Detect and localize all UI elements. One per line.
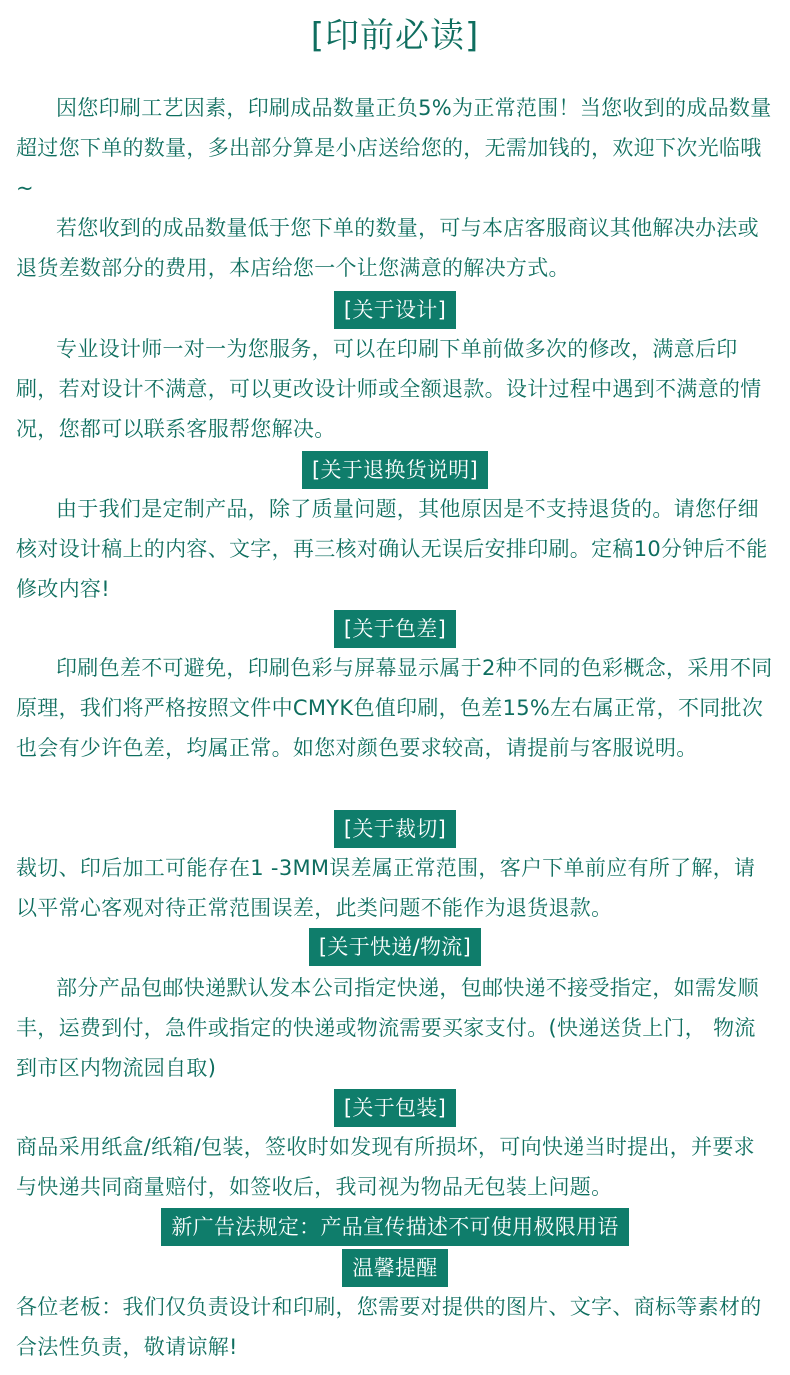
section-cutting-heading-wrap xyxy=(0,810,790,848)
reminder-text: 各位老板：我们仅负责设计和印刷，您需要对提供的图片、文字、商标等素材的合法性负责，敬请谅解! xyxy=(16,1295,762,1359)
section-cutting-heading: [关于裁切] xyxy=(334,810,456,848)
intro-paragraph-2 xyxy=(16,208,774,288)
section-packaging-text: 商品采用纸盒/纸箱/包装，签收时如发现有所损坏，可向快递当时提出，并要求与快递共同商量赔付，如签收后，我司视为物品无包装上问题。 xyxy=(16,1135,755,1199)
intro-paragraph-1 xyxy=(16,88,774,208)
section-color-text-wrap xyxy=(16,648,774,768)
section-returns-text-wrap xyxy=(16,489,774,609)
section-delivery-heading-wrap xyxy=(0,928,790,966)
section-design-text-wrap xyxy=(16,329,774,449)
section-packaging-text-wrap xyxy=(16,1127,774,1207)
section-cutting-text: 裁切、印后加工可能存在1 -3MM误差属正常范围，客户下单前应有所了解，请以平常心客观对待正常范围误差，此类问题不能作为退货退款。 xyxy=(16,856,756,920)
section-design-text: 专业设计师一对一为您服务，可以在印刷下单前做多次的修改，满意后印刷，若对设计不满意，可以更改设计师或全额退款。设计过程中遇到不满意的情况，您都可以联系客服帮您解决。 xyxy=(16,337,762,441)
section-returns-text: 由于我们是定制产品，除了质量问题，其他原因是不支持退货的。请您仔细核对设计稿上的内容、文字，再三核对确认无误后安排印刷。定稿10分钟后不能修改内容! xyxy=(16,497,768,601)
page-title: [印前必读] xyxy=(310,16,480,56)
section-design-heading: [关于设计] xyxy=(334,291,456,329)
section-color-heading: [关于色差] xyxy=(334,610,456,648)
intro-text-2: 若您收到的成品数量低于您下单的数量，可与本店客服商议其他解决办法或退货差数部分的费用，本店给您一个让您满意的解决方式。 xyxy=(16,216,759,280)
section-returns-heading-wrap xyxy=(0,451,790,489)
section-returns-heading: [关于退换货说明] xyxy=(302,451,488,489)
reminder-heading-wrap xyxy=(0,1249,790,1287)
section-delivery-text-wrap xyxy=(16,968,774,1088)
reminder-heading: 温馨提醒 xyxy=(342,1249,447,1287)
ad-law-heading: 新广告法规定：产品宣传描述不可使用极限用语 xyxy=(161,1208,628,1246)
ad-law-heading-wrap xyxy=(0,1208,790,1246)
reminder-text-wrap xyxy=(16,1287,774,1367)
section-delivery-text: 部分产品包邮快递默认发本公司指定快递，包邮快递不接受指定，如需发顺丰，运费到付，急件或指定的快递或物流需要买家支付。(快递送货上门， 物流到市区内物流园自取) xyxy=(16,976,759,1080)
intro-text-1: 因您印刷工艺因素，印刷成品数量正负5%为正常范围！当您收到的成品数量超过您下单的数量，多出部分算是小店送给您的，无需加钱的，欢迎下次光临哦~ xyxy=(16,96,772,200)
section-cutting-text-wrap xyxy=(16,848,774,928)
section-delivery-heading: [关于快递/物流] xyxy=(309,928,481,966)
section-packaging-heading-wrap xyxy=(0,1089,790,1127)
section-color-text: 印刷色差不可避免，印刷色彩与屏幕显示属于2种不同的色彩概念，采用不同原理，我们将严格按照文件中CMYK色值印刷，色差15%左右属正常，不同批次也会有少许色差，均属正常。如您对颜色要求较高，请提前与客服说明。 xyxy=(16,656,773,760)
section-packaging-heading: [关于包装] xyxy=(334,1089,456,1127)
section-color-heading-wrap xyxy=(0,610,790,648)
section-design-heading-wrap xyxy=(0,291,790,329)
